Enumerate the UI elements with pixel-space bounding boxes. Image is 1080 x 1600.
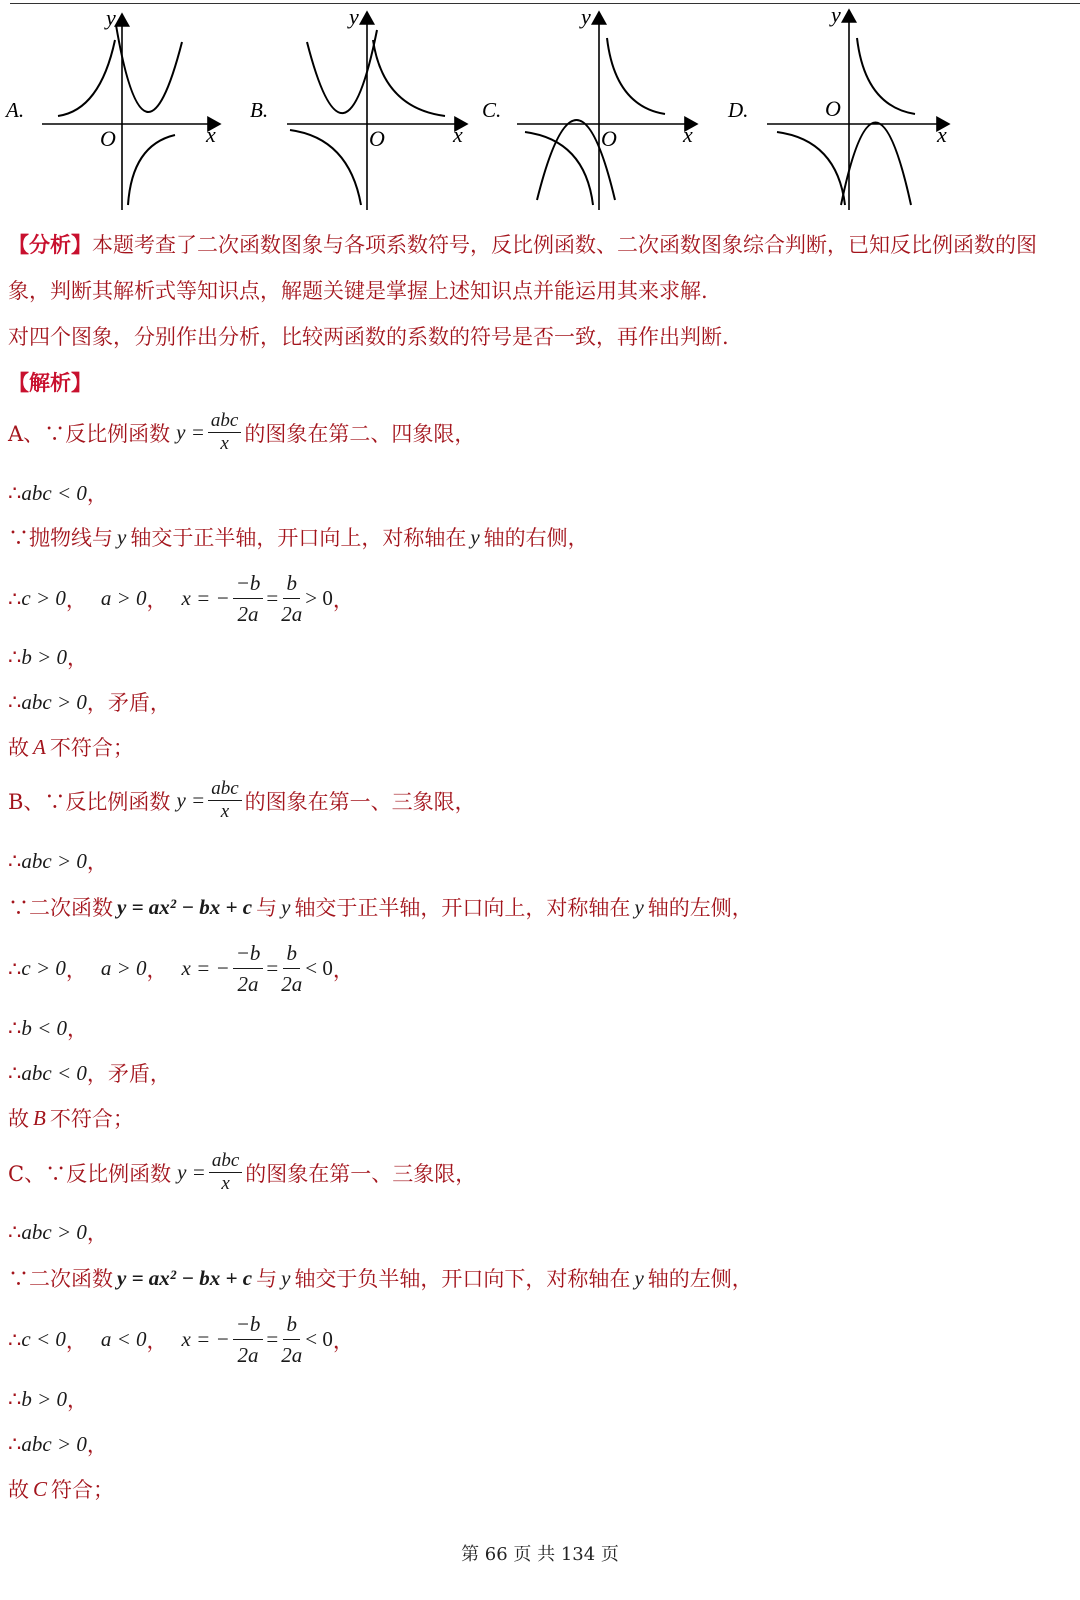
math-expression: abc < 0 <box>21 1060 87 1085</box>
fraction-numerator: −b <box>233 938 264 969</box>
line-text: 符合； <box>51 1478 115 1502</box>
solution-line-a6 <box>8 687 171 717</box>
solution-line-b4: ∴ c > 0 ， a > 0 ， x = − $\frac{-b}{2a}$ = $\frac{b}{2a}$ < 0 ， <box>8 938 354 999</box>
line-text: 的图象在第一、三象限， <box>244 789 476 814</box>
solution-line-a3 <box>8 522 589 552</box>
therefore-symbol: ∴ <box>8 1432 22 1456</box>
graph-b <box>285 0 480 215</box>
solution-line-c7 <box>8 1474 114 1504</box>
line-text: 故 <box>8 1478 29 1502</box>
line-text: ∵二次函数 <box>8 1267 113 1291</box>
fraction <box>281 938 302 999</box>
graph-a <box>40 0 230 215</box>
math-variable: y <box>470 524 480 549</box>
graph-c <box>515 0 705 215</box>
origin-label: O <box>825 96 841 121</box>
solution-line-b3 <box>8 892 753 922</box>
therefore-symbol: ∴ <box>8 645 22 669</box>
solution-line-c4: ∴ c < 0 ， a < 0 ， x = − $\frac{-b}{2a}$ = $\frac{b}{2a}$ < 0 ， <box>8 1309 354 1370</box>
solution-line-a1 <box>8 410 475 455</box>
line-text: 故 <box>8 736 29 760</box>
math-expression: a > 0 <box>100 586 147 610</box>
therefore-symbol: ∴ <box>8 1387 22 1411</box>
math-expression: c < 0 <box>21 1327 66 1351</box>
option-letter: C <box>33 1476 48 1501</box>
solution-line-c2 <box>8 1217 108 1247</box>
fraction-denominator: 2a <box>237 602 259 626</box>
line-text: 轴交于正半轴，开口向上，对称轴在 <box>130 526 467 550</box>
page-footer: 第 66 页 共 134 页 <box>461 1544 619 1565</box>
fraction-denominator: 2a <box>237 1343 259 1367</box>
fraction-denominator: 2a <box>237 972 259 996</box>
therefore-symbol: ∴ <box>8 956 22 981</box>
math-expression: a > 0 <box>100 956 147 980</box>
math-equals: = <box>266 956 279 980</box>
math-expression: abc < 0 <box>21 480 87 505</box>
math-formula: y = ax² − bx + c <box>117 1265 253 1290</box>
graph-d-svg <box>765 0 965 215</box>
graph-a-svg <box>40 0 230 215</box>
therefore-symbol: ∴ <box>8 586 22 611</box>
line-text: ， <box>67 646 89 670</box>
analysis-tag: 【分析】 <box>8 232 92 257</box>
hyperbola-branch-1 <box>857 38 915 114</box>
line-text: ， <box>86 482 108 506</box>
line-text: 的图象在第一、三象限， <box>245 1161 477 1186</box>
therefore-symbol: ∴ <box>8 1220 22 1244</box>
fraction-numerator: abc <box>208 778 241 801</box>
fraction-numerator: b <box>283 568 300 599</box>
line-text: 与 <box>256 896 278 920</box>
fraction-numerator: b <box>283 938 300 969</box>
line-text: ， <box>86 1221 108 1245</box>
solution-line-b1 <box>8 778 476 823</box>
fraction <box>233 1309 264 1370</box>
option-label-d: D. <box>728 98 749 122</box>
therefore-symbol: ∴ <box>8 1327 22 1352</box>
math-expression: x = − <box>181 1327 230 1351</box>
fraction-denominator: 2a <box>281 972 303 996</box>
fraction-denominator: x <box>220 433 229 454</box>
fraction-denominator: x <box>221 1173 230 1194</box>
line-text: ， <box>332 587 354 612</box>
therefore-symbol: ∴ <box>8 481 22 505</box>
math-y: y = <box>176 420 205 444</box>
therefore-symbol: ∴ <box>8 1016 22 1040</box>
math-expression: abc > 0 <box>21 1219 87 1244</box>
line-text: 轴的右侧， <box>483 526 589 550</box>
fraction-numerator: −b <box>233 568 264 599</box>
math-relation: < 0 <box>305 956 333 980</box>
solution-line-c5 <box>8 1384 88 1414</box>
solution-line-b6 <box>8 1058 171 1088</box>
line-text: 不符合； <box>49 736 134 760</box>
math-y: y = <box>177 1160 206 1184</box>
therefore-symbol: ∴ <box>8 690 22 714</box>
math-expression: x = − <box>181 956 230 980</box>
hyperbola-branch-4 <box>128 135 175 205</box>
solution-line-b5 <box>8 1013 88 1043</box>
math-expression: abc > 0 <box>21 848 87 873</box>
math-y: y = <box>176 788 206 812</box>
solution-line-a4: ∴ c > 0 ， a > 0 ， x = − $\frac{-b}{2a}$ = $\frac{b}{2a}$ > 0 ， <box>8 568 354 629</box>
y-axis-label: y <box>349 4 359 29</box>
fraction-numerator: −b <box>233 1309 264 1340</box>
math-expression: x = − <box>181 586 230 610</box>
y-axis-label: y <box>831 2 841 27</box>
line-text: B、∵反比例函数 <box>8 789 171 814</box>
parabola <box>841 123 911 206</box>
x-axis-label: x <box>683 122 693 147</box>
line-text: 轴的左侧， <box>647 1267 753 1291</box>
analysis-paragraph <box>8 222 1074 314</box>
math-equals: = <box>266 586 279 610</box>
line-text: 故 <box>8 1107 29 1131</box>
fraction-denominator: x <box>220 801 230 822</box>
math-variable: y <box>634 894 644 919</box>
line-text: ， <box>86 850 108 874</box>
math-variable: y <box>281 1265 291 1290</box>
line-text: ， <box>86 1433 108 1457</box>
solution-tag: 【解析】 <box>8 370 92 395</box>
math-variable: y <box>634 1265 644 1290</box>
line-text: ∵二次函数 <box>8 896 113 920</box>
graph-b-svg <box>285 0 480 215</box>
line-text: ∵抛物线与 <box>8 526 113 550</box>
hyperbola-branch-3 <box>290 130 361 205</box>
fraction <box>233 938 264 999</box>
math-relation: > 0 <box>305 586 333 610</box>
line-text: 轴的左侧， <box>647 896 753 920</box>
math-variable: y <box>281 894 291 919</box>
option-letter: B <box>33 1105 46 1130</box>
line-text: 不符合； <box>49 1107 134 1131</box>
x-axis-label: x <box>453 122 463 147</box>
line-text: ，矛盾， <box>86 1062 171 1086</box>
y-axis-label: y <box>106 5 116 30</box>
solution-line-c6 <box>8 1429 108 1459</box>
line-text: A、∵反比例函数 <box>8 421 171 446</box>
option-label-c: C. <box>482 98 502 122</box>
line-text: ， <box>67 1017 89 1041</box>
math-equals: = <box>266 1327 279 1351</box>
option-letter: A <box>33 734 46 759</box>
line-text: C、∵反比例函数 <box>8 1161 172 1186</box>
math-relation: < 0 <box>305 1327 333 1351</box>
hyperbola-branch-3 <box>777 132 845 205</box>
fraction <box>208 410 241 455</box>
graph-d <box>765 0 965 215</box>
math-expression: c > 0 <box>21 956 66 980</box>
solution-line-b2 <box>8 846 108 876</box>
hyperbola-branch-1 <box>607 38 665 114</box>
graph-c-svg <box>515 0 705 215</box>
math-expression: b > 0 <box>21 644 68 669</box>
option-graphs <box>0 0 1080 220</box>
fraction <box>281 1309 302 1370</box>
origin-label: O <box>601 126 617 151</box>
solution-line-a5 <box>8 642 88 672</box>
solution-tag-line <box>8 360 1074 406</box>
line-text: ，矛盾， <box>86 691 171 715</box>
y-axis-label: y <box>581 4 591 29</box>
hyperbola-branch-1 <box>373 40 445 116</box>
math-expression: abc > 0 <box>21 1431 87 1456</box>
option-label-b: B. <box>250 98 269 122</box>
math-expression: b > 0 <box>21 1386 68 1411</box>
x-axis-label: x <box>937 122 947 147</box>
solution-line-a7 <box>8 732 134 762</box>
analysis-text: 本题考查了二次函数图象与各项系数符号，反比例函数、二次函数图象综合判断，已知反比例函数的图象，判断其解析式等知识点，解题关键是掌握上述知识点并能运用其来求解. <box>8 233 1037 303</box>
fraction-numerator: abc <box>208 410 241 433</box>
fraction <box>233 568 264 629</box>
line-text: 与 <box>256 1267 278 1291</box>
fraction-numerator: abc <box>209 1150 242 1173</box>
fraction-denominator: 2a <box>281 1343 303 1367</box>
solution-line-c1 <box>8 1150 476 1195</box>
line-text: ， <box>67 1388 89 1412</box>
origin-label: O <box>369 126 385 151</box>
fraction <box>281 568 302 629</box>
line-text: 轴交于正半轴，开口向上，对称轴在 <box>294 896 631 920</box>
therefore-symbol: ∴ <box>8 849 22 873</box>
origin-label: O <box>100 126 116 151</box>
solution-line-c3 <box>8 1263 753 1293</box>
therefore-symbol: ∴ <box>8 1061 22 1085</box>
math-expression: c > 0 <box>21 586 66 610</box>
solution-line-b7 <box>8 1103 134 1133</box>
fraction <box>209 1150 242 1195</box>
parabola <box>116 25 182 112</box>
solution-line-a2 <box>8 478 108 508</box>
analysis-section <box>8 222 1074 406</box>
math-variable: y <box>117 524 127 549</box>
line-text: 轴交于负半轴，开口向下，对称轴在 <box>294 1267 631 1291</box>
x-axis-label: x <box>206 122 216 147</box>
hyperbola-branch-2 <box>58 40 115 116</box>
fraction-denominator: 2a <box>281 602 303 626</box>
fraction-numerator: b <box>283 1309 300 1340</box>
math-expression: a < 0 <box>100 1327 147 1351</box>
option-label-a: A. <box>6 98 25 122</box>
math-formula: y = ax² − bx + c <box>117 894 253 919</box>
math-expression: b < 0 <box>21 1015 68 1040</box>
analysis-paragraph-2: 对四个图象，分别作出分析，比较两函数的系数的符号是否一致，再作出判断. <box>8 325 729 349</box>
hyperbola-branch-3 <box>525 132 593 205</box>
line-text: ， <box>332 1328 354 1353</box>
line-text: ， <box>332 957 354 982</box>
math-expression: abc > 0 <box>21 689 87 714</box>
line-text: 的图象在第二、四象限， <box>244 421 476 446</box>
fraction <box>208 778 241 823</box>
